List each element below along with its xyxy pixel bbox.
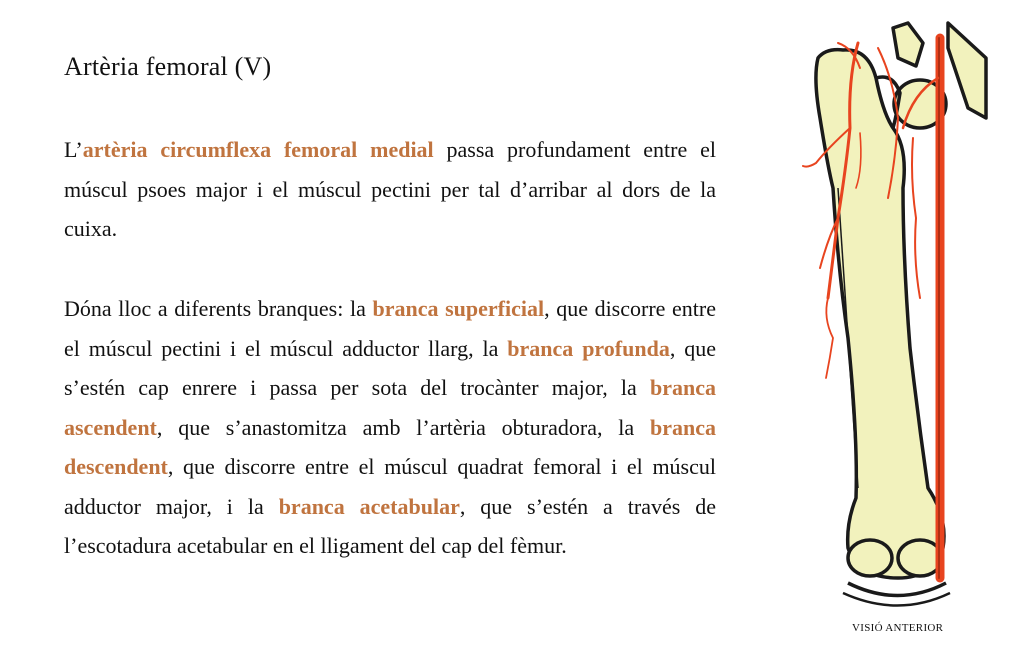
text-segment: , que discorre entre el múscul pectini i el múscul adductor llarg, la	[64, 296, 717, 361]
highlight-term-deep-branch: branca profunda	[507, 335, 670, 361]
text-segment: , que discorre entre el múscul quadrat femoral i el múscul adductor major, i la	[64, 454, 716, 519]
highlight-term-circumflex-artery: artèria circumflexa femoral medial	[82, 137, 434, 162]
text-segment: L’	[64, 137, 83, 162]
text-segment: , que s’anastomitza amb l’artèria obturadora, la	[156, 414, 650, 440]
knee-outline	[848, 583, 946, 596]
deep-branch	[912, 138, 920, 298]
paragraph-2	[64, 289, 716, 566]
highlight-term-acetabular-branch: branca acetabular	[278, 493, 460, 519]
descending-branch-lower	[826, 298, 833, 378]
text-segment: , que s’estén cap enrere i passa per sota del trocànter major, la	[64, 335, 717, 400]
highlight-term-superficial-branch: branca superficial	[372, 296, 545, 321]
text-segment: Dóna lloc a diferents branques: la	[64, 296, 373, 321]
femur-bone	[816, 23, 986, 606]
text-segment: , que s’estén a través de l’escotadura acetabular en el lligament del cap del fèmur.	[64, 493, 716, 558]
highlight-term-descending-branch: branca descendent	[64, 414, 716, 479]
page-title: Artèria femoral (V)	[64, 52, 272, 81]
medial-condyle	[848, 540, 892, 576]
figure-caption: VISIÓ ANTERIOR	[852, 622, 944, 634]
highlight-term-ascending-branch: branca ascendent	[64, 375, 716, 440]
text-segment: passa profundament entre el múscul psoes major i el múscul pectini per tal d’arribar al dors de la cuixa.	[64, 137, 716, 241]
paragraph-1	[64, 130, 716, 249]
lateral-condyle	[898, 540, 942, 576]
pelvis-fragment	[948, 23, 986, 118]
femur-artery-illustration	[798, 18, 988, 608]
pelvis-fragment	[893, 23, 923, 66]
